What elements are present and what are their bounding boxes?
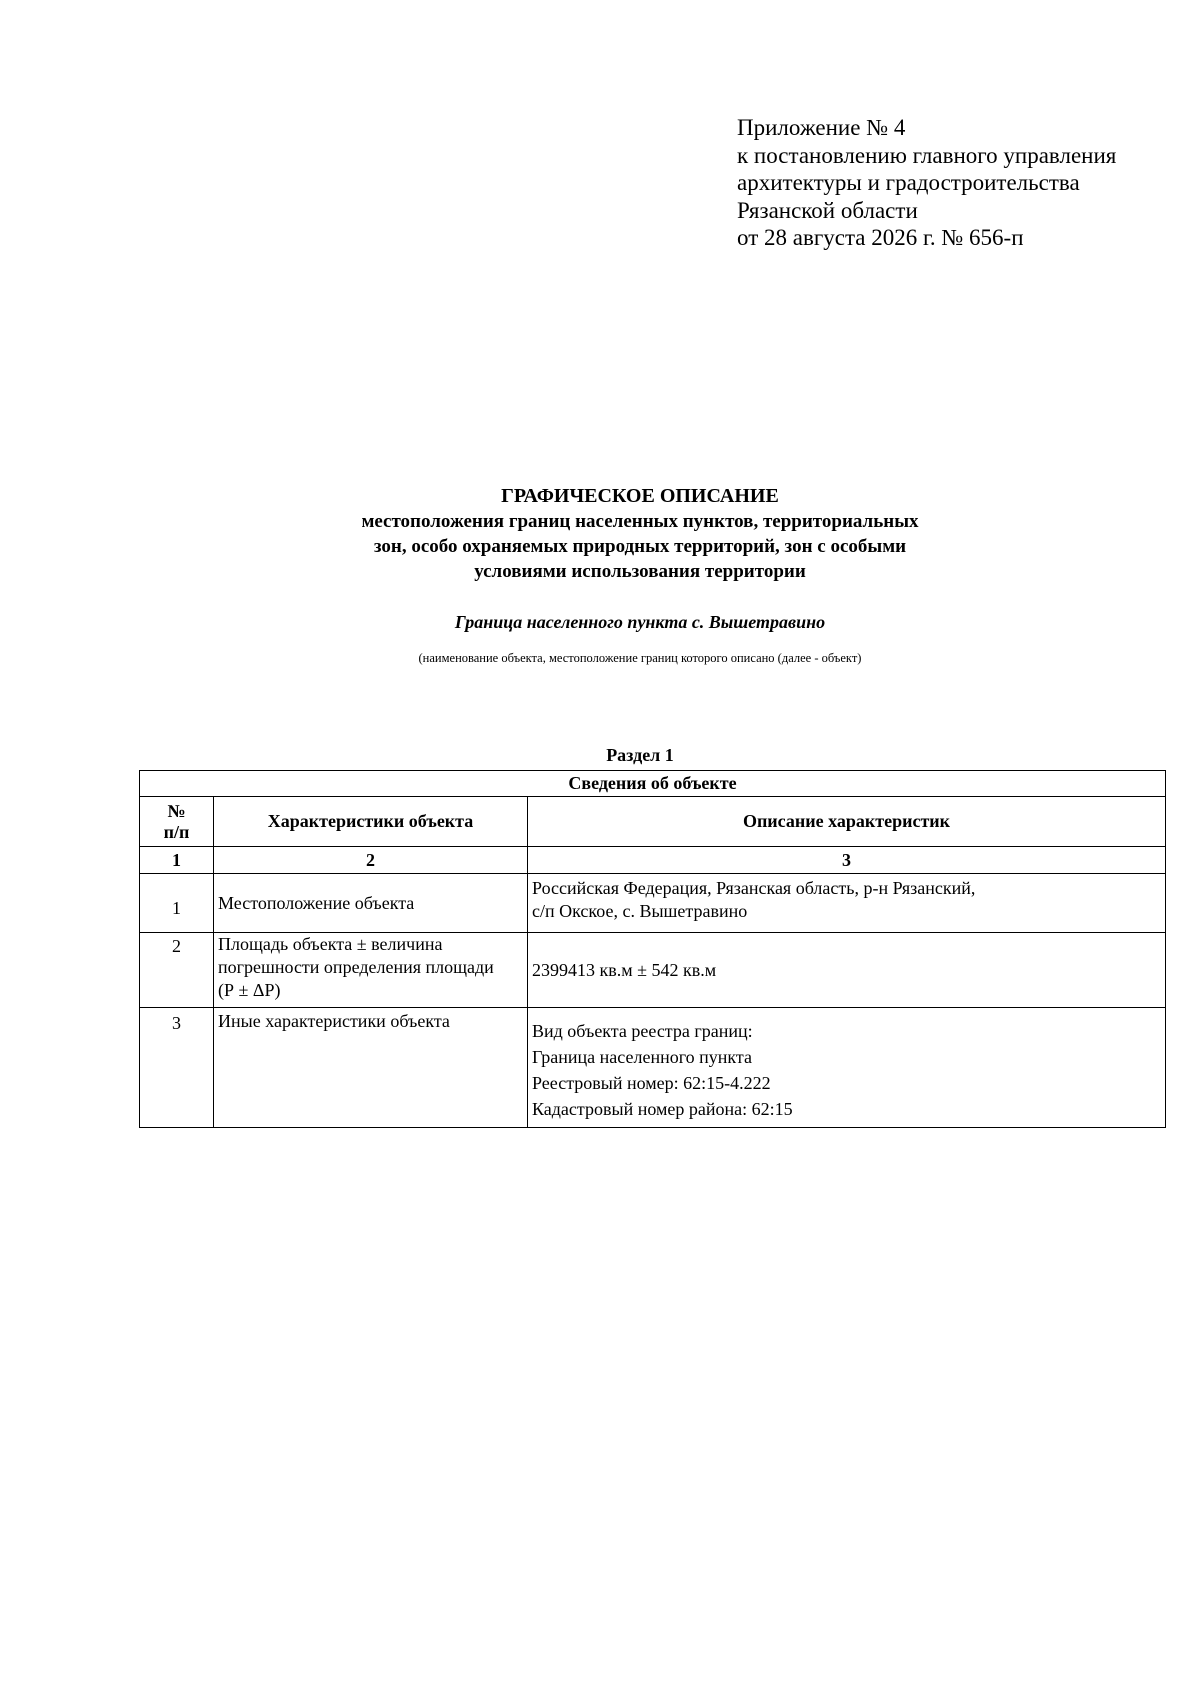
appendix-line: Приложение № 4 xyxy=(737,115,906,140)
document-title-line: зон, особо охраняемых природных территорий, зон с особыми xyxy=(373,536,907,557)
row-description-line: Вид объекта реестра границ: xyxy=(532,1020,753,1041)
appendix-header xyxy=(737,114,1116,252)
row-number: 2 xyxy=(140,933,214,1008)
column-number: 3 xyxy=(528,847,1166,874)
header-characteristics: Характеристики объекта xyxy=(214,797,528,847)
row-label-line: погрешности определения площади xyxy=(218,957,494,977)
row-description-line: Российская Федерация, Рязанская область, р-н Рязанский, xyxy=(532,878,976,898)
header-num-line2: п/п xyxy=(163,821,190,842)
row-label-line: Иные характеристики объекта xyxy=(218,1011,450,1031)
table-row xyxy=(140,1008,1166,1128)
row-label-line: Местоположение объекта xyxy=(218,892,415,913)
appendix-line: к постановлению главного управления xyxy=(737,142,1117,168)
row-description xyxy=(528,1008,1166,1128)
document-title xyxy=(140,484,1140,584)
appendix-line: Рязанской области xyxy=(737,197,918,223)
row-description-line: Кадастровый номер района: 62:15 xyxy=(532,1098,793,1119)
appendix-line: от 28 августа 2026 г. № 656-п xyxy=(737,225,1024,250)
document-title-line: местоположения границ населенных пунктов, территориальных xyxy=(361,511,919,532)
appendix-line: архитектуры и градостроительства xyxy=(737,170,1080,195)
document-title-line: условиями использования территории xyxy=(474,561,806,582)
row-number: 3 xyxy=(140,1008,214,1128)
row-label xyxy=(214,874,528,933)
row-description-line: с/п Окское, с. Вышетравино xyxy=(532,901,748,921)
row-label xyxy=(214,1008,528,1128)
table-row xyxy=(140,933,1166,1008)
column-number: 1 xyxy=(140,847,214,874)
section-title: Раздел 1 xyxy=(606,745,674,765)
table-row xyxy=(140,874,1166,933)
document-title-main: ГРАФИЧЕСКОЕ ОПИСАНИЕ xyxy=(501,485,779,507)
row-description xyxy=(528,874,1166,933)
header-num xyxy=(140,797,214,847)
object-name: Граница населенного пункта с. Вышетравино xyxy=(454,612,826,632)
row-description-line: Реестровый номер: 62:15-4.222 xyxy=(532,1072,771,1093)
header-num-line1: № xyxy=(167,800,186,821)
header-description: Описание характеристик xyxy=(528,797,1166,847)
column-number: 2 xyxy=(214,847,528,874)
row-description-line: Граница населенного пункта xyxy=(532,1046,752,1067)
object-caption: (наименование объекта, местоположение границ которого описано (далее - объект) xyxy=(418,651,862,665)
row-label-line: (Р ± ΔР) xyxy=(218,980,281,1000)
table-caption: Сведения об объекте xyxy=(140,771,1166,797)
row-label-line: Площадь объекта ± величина xyxy=(218,934,443,954)
row-description-line: 2399413 кв.м ± 542 кв.м xyxy=(532,959,717,980)
object-info-table xyxy=(139,770,1166,1128)
row-description xyxy=(528,933,1166,1008)
row-number: 1 xyxy=(140,874,214,933)
row-label xyxy=(214,933,528,1008)
